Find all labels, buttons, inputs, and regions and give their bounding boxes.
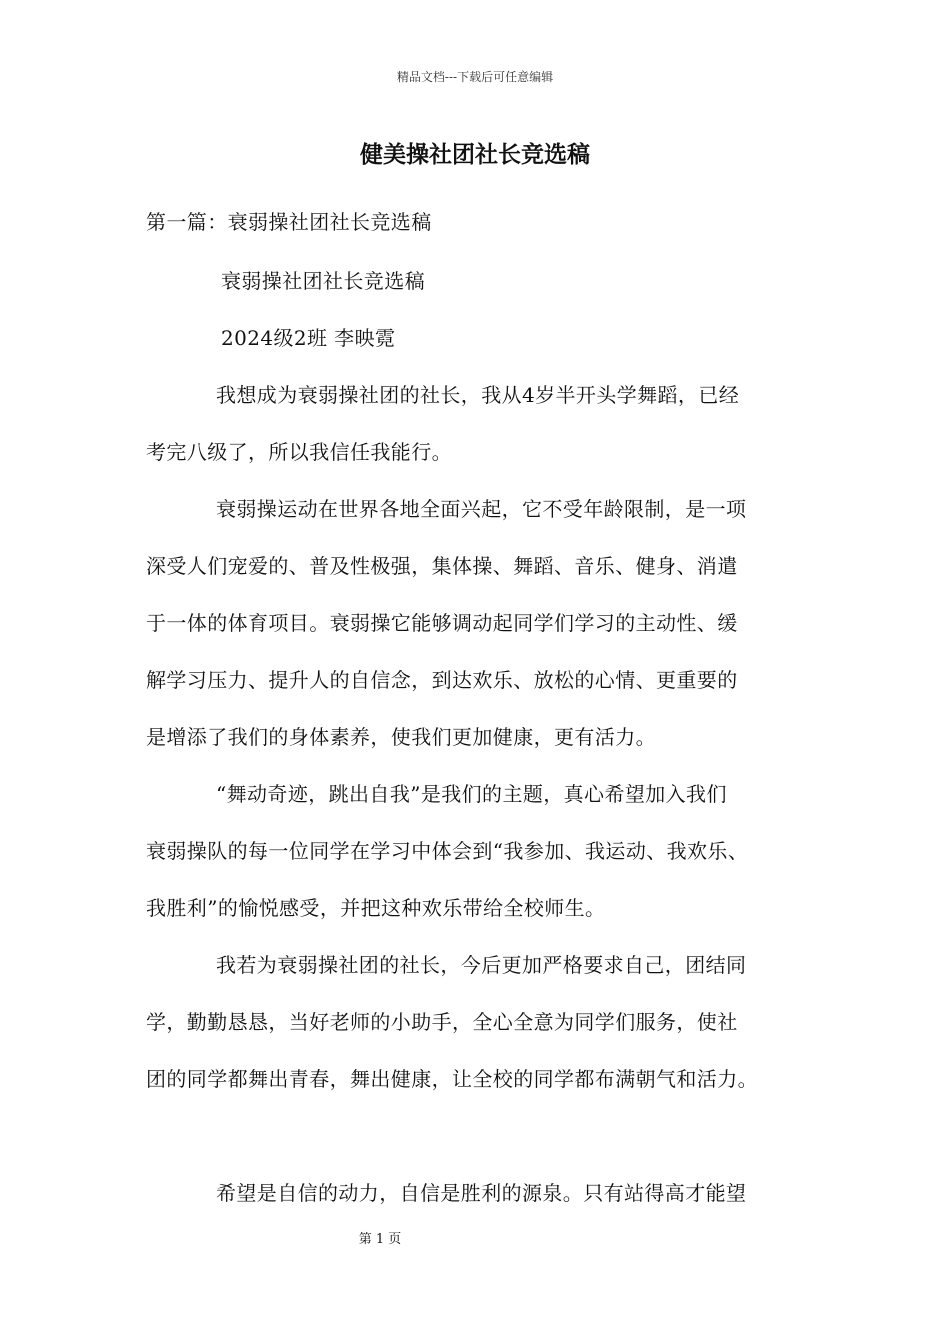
paragraph-line: 我胜利”的愉悦感受，并把这种欢乐带给全校师生。: [146, 896, 606, 920]
paragraph-line: 我若为衰弱操社团的社长，今后更加严格要求自己，团结同: [216, 953, 747, 977]
paragraph-line: 考完八级了，所以我信任我能行。: [146, 440, 452, 464]
paragraph-line: “舞动奇迹，跳出自我”是我们的主题，真心希望加入我们: [216, 782, 727, 806]
paragraph-line: 衰弱操队的每一位同学在学习中体会到“我参加、我运动、我欢乐、: [146, 839, 749, 863]
page-number: 第 1 页: [358, 1232, 402, 1247]
paragraph-line: 解学习压力、提升人的自信念，到达欢乐、放松的心情、更重要的: [146, 668, 738, 692]
paragraph-line: 于一体的体育项目。衰弱操它能够调动起同学们学习的主动性、缓: [146, 611, 738, 635]
paragraph-line: 我想成为衰弱操社团的社长，我从4岁半开头学舞蹈，已经: [216, 383, 740, 407]
section-heading: 第一篇：衰弱操社团社长竞选稿: [146, 210, 432, 234]
paragraph-line: 深受人们宠爱的、普及性极强，集体操、舞蹈、音乐、健身、消遣: [146, 554, 738, 578]
document-title: 健美操社团社长竞选稿: [360, 141, 590, 168]
paragraph-line: 衰弱操运动在世界各地全面兴起，它不受年龄限制，是一项: [216, 497, 747, 521]
author-line: 2024级2班 李映霓: [221, 326, 396, 350]
page-header-note: 精品文档---下载后可任意编辑: [396, 70, 554, 84]
subtitle: 衰弱操社团社长竞选稿: [221, 269, 425, 293]
paragraph-line: 是增添了我们的身体素养，使我们更加健康，更有活力。: [146, 725, 656, 749]
paragraph-line: 学，勤勤恳恳，当好老师的小助手，全心全意为同学们服务，使社: [146, 1010, 738, 1034]
paragraph-line: 团的同学都舞出青春，舞出健康，让全校的同学都布满朝气和活力。: [146, 1067, 758, 1091]
paragraph-line: 希望是自信的动力，自信是胜利的源泉。只有站得高才能望: [216, 1181, 747, 1205]
